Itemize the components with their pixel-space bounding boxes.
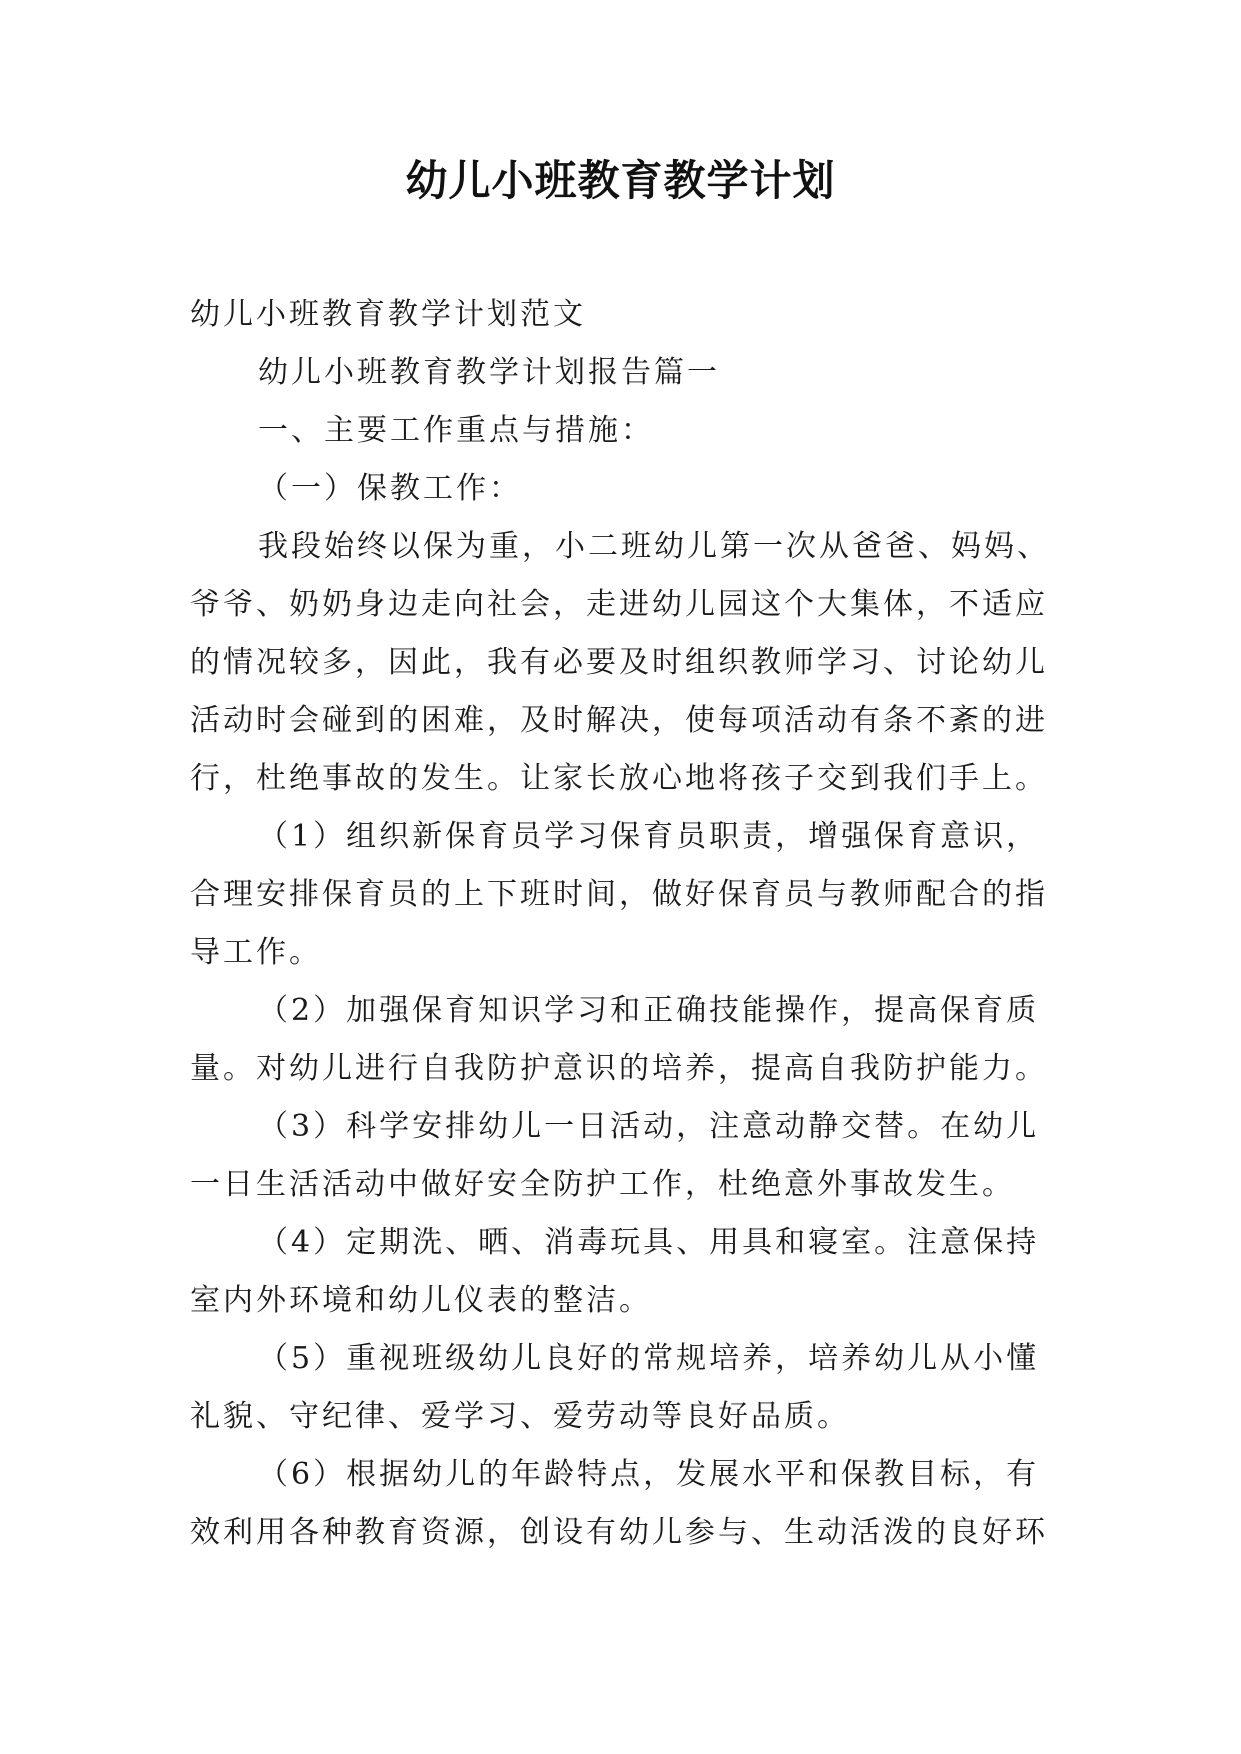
- paragraph-item-4: （4）定期洗、晒、消毒玩具、用具和寝室。注意保持室内外环境和幼儿仪表的整洁。: [190, 1225, 1040, 1318]
- paragraph-body: 我段始终以保为重，小二班幼儿第一次从爸爸、妈妈、爷爷、奶奶身边走向社会，走进幼儿园这个大集体，不适应的情况较多，因此，我有必要及时组织教师学习、讨论幼儿活动时会碰到的困难，及时解决，使每项活动有条不紊的进行，杜绝事故的发生。让家长放心地将孩子交到我们手上。: [190, 529, 1050, 796]
- paragraph-item-6: （6）根据幼儿的年龄特点，发展水平和保教目标，有效利用各种教育资源，创设有幼儿参与、生动活泼的良好环: [190, 1457, 1048, 1550]
- paragraph-item-5: （5）重视班级幼儿良好的常规培养，培养幼儿从小懂礼貌、守纪律、爱学习、爱劳动等良好品质。: [190, 1341, 1040, 1434]
- document-title: 幼儿小班教育教学计划: [405, 156, 836, 205]
- document-body: [190, 286, 1070, 1562]
- paragraph-item-3: （3）科学安排幼儿一日活动，注意动静交替。在幼儿一日生活活动中做好安全防护工作，杜绝意外事故发生。: [190, 1109, 1040, 1202]
- paragraph-item-2: （2）加强保育知识学习和正确技能操作，提高保育质量。对幼儿进行自我防护意识的培养，提高自我防护能力。: [190, 993, 1048, 1086]
- paragraph-section-heading: 一、主要工作重点与措施：: [258, 413, 654, 448]
- paragraph-subtitle: 幼儿小班教育教学计划报告篇一: [258, 355, 720, 390]
- paragraph-heading: 幼儿小班教育教学计划范文: [190, 297, 586, 332]
- paragraph-subsection-heading: （一）保教工作：: [258, 471, 522, 506]
- paragraph-item-1: （1）组织新保育员学习保育员职责，增强保育意识，合理安排保育员的上下班时间，做好保育员与教师配合的指导工作。: [190, 819, 1048, 970]
